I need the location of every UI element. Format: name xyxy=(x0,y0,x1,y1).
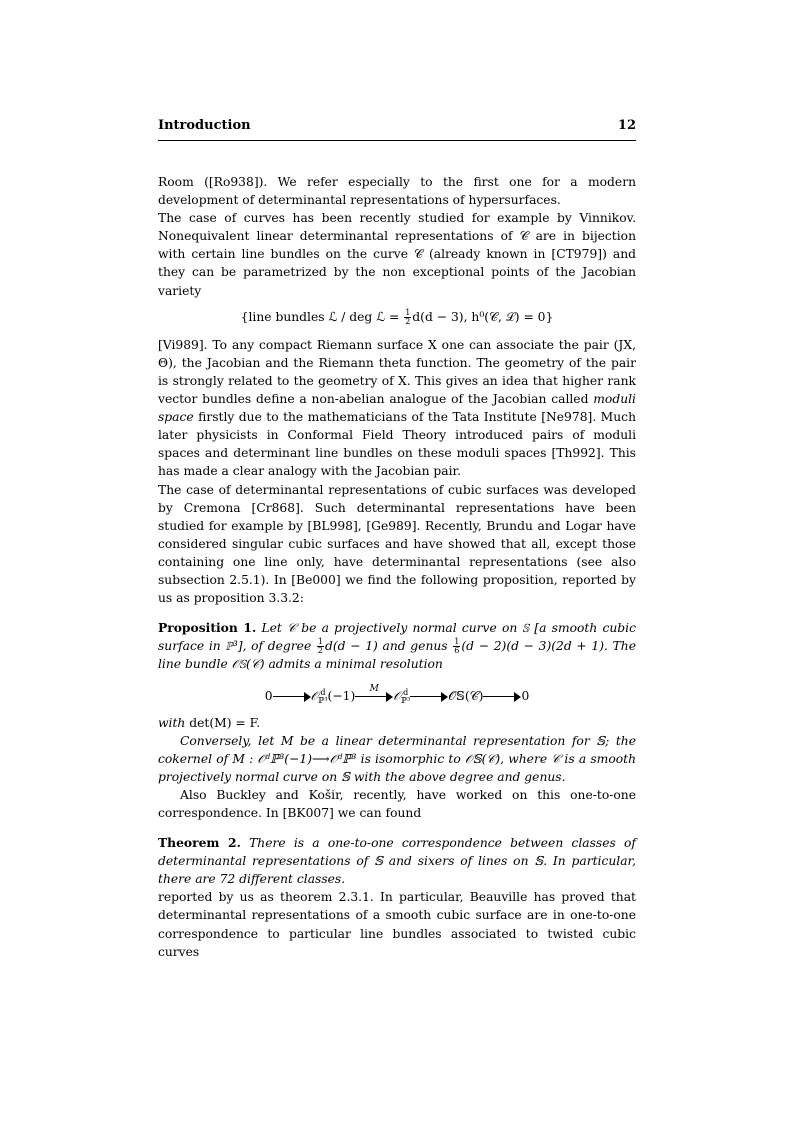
arrow-2 xyxy=(355,683,393,702)
prop1-statement xyxy=(158,619,636,673)
seq-term-3: 𝒪𝕊(𝒞) xyxy=(448,689,484,704)
seq-term-1-sub: ℙ³ xyxy=(318,695,328,705)
running-header xyxy=(158,118,636,141)
seq-term-1-tail: (−1) xyxy=(327,689,356,704)
para3-part-a: [Vi989]. To any compact Riemann surface X one can associate the pair (JX, Θ), the Jacobian and the Riemann theta function. The geometry of the pair is strongly related to the geometry of X. This gives an idea that higher rank vector bundles define a non-abelian analogue of the Jacobian called xyxy=(158,337,636,407)
seq-zero-left: 0 xyxy=(264,689,273,704)
paragraph-3 xyxy=(158,336,636,481)
deg-frac-den: 2 xyxy=(317,646,324,656)
seq-term-2-sub: ℙ³ xyxy=(401,695,411,705)
prop1-with-clause xyxy=(158,714,636,732)
thm2-statement xyxy=(158,834,636,888)
prop1-label: Proposition 1. xyxy=(158,620,257,636)
eq1-right: d(d − 3), h⁰(𝒞, ℒ) = 0} xyxy=(412,309,554,324)
prop1-text-a: Let 𝒞 be a projectively normal curve on 𝕊 [a smooth cubic surface in ℙ³], of degree xyxy=(158,621,636,654)
genus-frac-num: 1 xyxy=(454,637,460,647)
arrow-3 xyxy=(410,692,448,702)
seq-zero-right: 0 xyxy=(521,689,530,704)
exact-sequence xyxy=(158,683,636,705)
genus-frac-den: 6 xyxy=(454,646,460,656)
seq-term-2-scripts xyxy=(401,689,410,705)
eq1-fraction xyxy=(404,309,411,326)
seq-term-2-sup: d xyxy=(403,687,409,697)
arrow-1 xyxy=(273,692,311,702)
paragraph-4: The case of determinantal representations of cubic surfaces was developed by Cremona [Cr868]. Such determinantal representations have been studied for example by [BL998], [Ge989]. Recently, Brundu and Logar have considered singular cubic surfaces and have showed that all, except those containing one line only, have determinantal representations (see also subsection 2.5.1). In [Be000] we find the following proposition, reported by us as proposition 3.3.2: xyxy=(158,482,636,606)
theorem-2 xyxy=(158,834,636,888)
prop1-converse: Conversely, let M be a linear determinantal representation for 𝕊; the cokernel of M : 𝒪ᵈℙ³(−1)⟶𝒪ᵈℙ³ is isomorphic to 𝒪𝕊(𝒞), where 𝒞 is a smooth projectively normal curve on 𝕊 with the above degree and genus. xyxy=(158,733,636,784)
header-title: Introduction xyxy=(158,118,251,133)
prop1-with-word: with xyxy=(158,715,186,730)
paragraph-6: reported by us as theorem 2.3.1. In particular, Beauville has proved that determinantal representations of a smooth cubic surface are in one-to-one correspondence to particular line bundles associated to twisted cubic curves xyxy=(158,890,636,959)
page xyxy=(158,118,636,961)
deg-frac-num: 1 xyxy=(317,637,324,647)
prop1-genus-fraction xyxy=(453,638,460,655)
paragraph-2: The case of curves has been recently studied for example by Vinnikov. Nonequivalent linear determinantal representations of 𝒞 are in bijection with certain line bundles on the curve 𝒞 (already known in [CT979]) and they can be parametrized by the non exceptional points of the Jacobian variety xyxy=(158,211,636,298)
thm2-text: There is a one-to-one correspondence between classes of determinantal representations of 𝕊 and sixers of lines on 𝕊. In particular, there are 72 different classes. xyxy=(158,836,636,887)
proposition-1 xyxy=(158,619,636,786)
prop1-det-text: det(M) = F. xyxy=(185,715,261,730)
seq-term-2: 𝒪 xyxy=(393,689,402,704)
seq-term-1-sup: d xyxy=(320,687,326,697)
para3-part-b: firstly due to the mathematicians of the Tata Institute [Ne978]. Much later physicists in Conformal Field Theory introduced pairs of moduli spaces and determinant line bundles on these moduli spaces [Th992]. This has made a clear analogy with the Jacobian pair. xyxy=(158,410,636,479)
display-equation-1 xyxy=(158,308,636,326)
thm2-label: Theorem 2. xyxy=(158,835,241,851)
paragraph-1: Room ([Ro938]). We refer especially to the first one for a modern development of determinantal representations of hypersurfaces. xyxy=(158,175,636,208)
body-text xyxy=(158,173,636,961)
page-number: 12 xyxy=(617,118,636,133)
prop1-text-b: d(d − 1) and genus xyxy=(325,639,453,654)
prop1-text-c: (d − 2)(d − 3)(2d + 1). The line bundle 𝒪𝕊(𝒞) admits a minimal resolution xyxy=(158,639,637,672)
paragraph-5: Also Buckley and Košir, recently, have worked on this one-to-one correspondence. In [BK007] we can found xyxy=(158,787,636,820)
eq1-frac-den: 2 xyxy=(405,316,411,326)
arrow-2-label: M xyxy=(369,683,379,694)
arrow-4 xyxy=(483,692,521,702)
eq1-frac-num: 1 xyxy=(405,307,411,317)
seq-term-1-scripts xyxy=(318,689,327,705)
seq-term-1: 𝒪 xyxy=(310,689,319,704)
para3-emphasis: moduli space xyxy=(158,392,636,425)
prop1-degree-fraction xyxy=(317,638,324,655)
eq1-left: {line bundles ℒ / deg ℒ = xyxy=(240,309,404,324)
